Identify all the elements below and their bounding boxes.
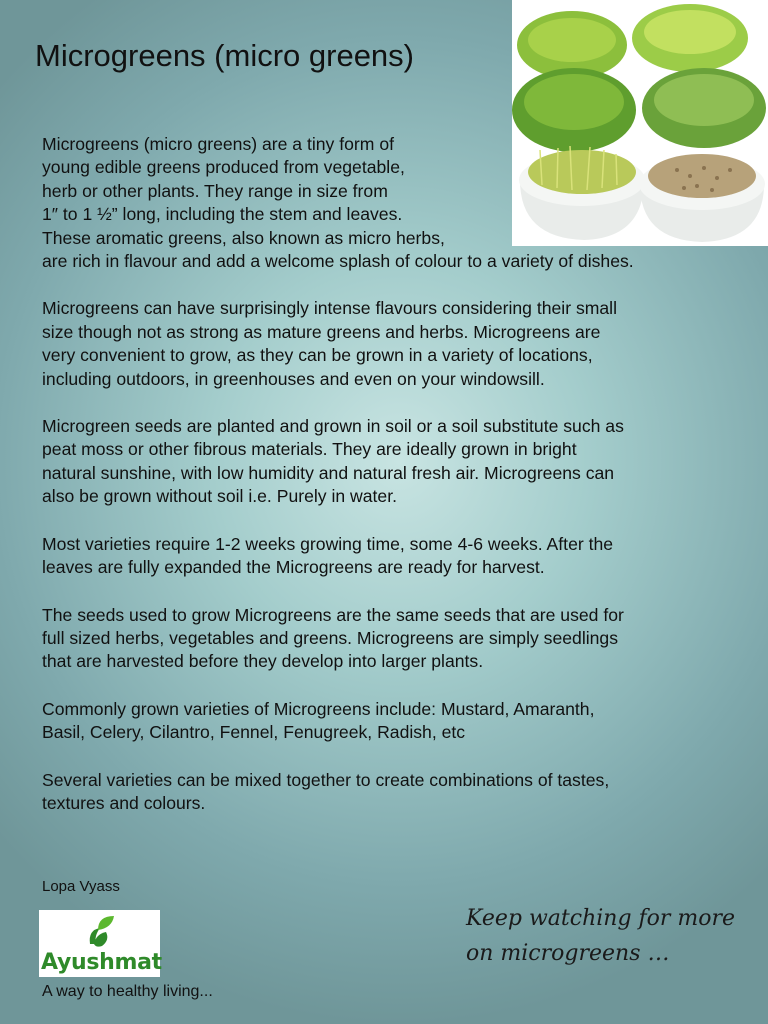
paragraph-4: Most varieties require 1-2 weeks growing time, some 4-6 weeks. After the leaves are fully expanded the Microgreens are ready for harvest. [42, 533, 614, 578]
paragraph-7: Several varieties can be mixed together to create combinations of tastes, textures and colours. [42, 769, 610, 813]
closing-note: Keep watching for more on microgreens … [466, 906, 736, 966]
tagline: A way to healthy living... [42, 983, 213, 1000]
article-body [42, 133, 732, 839]
paragraph-6: Commonly grown varieties of Microgreens include: Mustard, Amaranth, Basil, Celery, Cilantro, Fennel, Fenugreek, Radish, etc [42, 698, 595, 743]
paragraph-5: The seeds used to grow Microgreens are the same seeds that are used for full sized herbs, vegetables and greens. Microgreens are simply seedlings that are harvested before they develop into larger plants. [42, 604, 624, 672]
logo-wordmark: Ayushmat [41, 950, 162, 975]
ayushmat-logo [39, 910, 160, 977]
paragraph-2: Microgreens can have surprisingly intense flavours considering their small size though not as strong as mature greens and herbs. Microgreens are very convenient to grow, as they can be grown in a variety of locations, including outdoors, in greenhouses and even on your windowsill. [42, 298, 617, 389]
page-title: Microgreens (micro greens) [35, 38, 414, 73]
author-name: Lopa Vyass [42, 878, 120, 895]
leaf-logo-icon [84, 914, 116, 948]
paragraph-1: Microgreens (micro greens) are a tiny form of young edible greens produced from vegetable, herb or other plants. They range in size from 1″ to 1 ½” long, including the stem and leaves. These aromatic greens, also known as micro herbs, are rich in flavour and add a welcome splash of colour to a variety of dishes. [42, 134, 634, 272]
paragraph-3: Microgreen seeds are planted and grown in soil or a soil substitute such as peat moss or other fibrous materials. They are ideally grown in bright natural sunshine, with low humidity and natural fresh air. Microgreens can also be grown without soil i.e. Purely in water. [42, 416, 624, 507]
